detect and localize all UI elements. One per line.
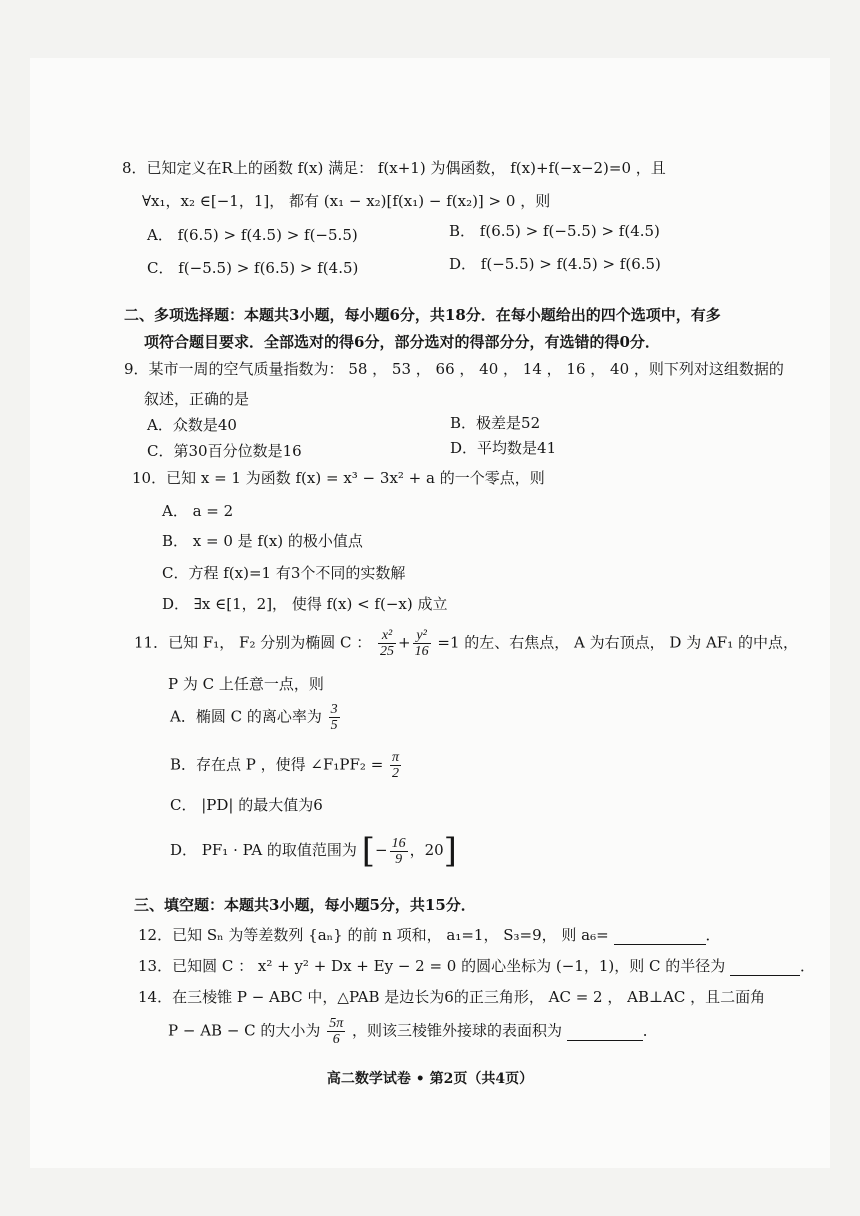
q13-stem: 13．已知圆 C ： x² + y² + Dx + Ey − 2 = 0 的圆心坐标为 (−1，1)，则 C 的半径为: [138, 957, 726, 975]
q14-answer-blank: [567, 1022, 643, 1041]
q12-period: ．: [705, 926, 721, 944]
q8-stem-line2: ∀x₁，x₂ ∈[−1，1]， 都有 (x₁ − x₂)[f(x₁) − f(x₂)] > 0 ，则: [142, 192, 551, 210]
q10-option-a: A． a = 2: [162, 502, 234, 520]
q9-option-a: A．众数是40: [147, 416, 237, 434]
q9-option-b: B．极差是52: [450, 414, 541, 432]
q9-option-d: D．平均数是41: [450, 439, 557, 457]
q11-fraction-x: [378, 628, 396, 659]
q11-stem-prefix: 11．已知 F₁， F₂ 分别为椭圆 C ：: [134, 633, 372, 652]
q14-period: ．: [642, 1021, 658, 1040]
q12-answer-blank: [614, 926, 706, 945]
q11-option-d-minus: −: [374, 841, 388, 859]
q11-frac-x-denominator: 25: [380, 644, 395, 659]
q11-option-b-text: B．存在点 P ，使得 ∠F₁PF₂ =: [170, 755, 384, 774]
q9-stem-line1: 9．某市一周的空气质量指数为： 58 ， 53 ， 66 ， 40 ， 14 ， 16 ， 40 ，则下列对这组数据的: [124, 360, 784, 378]
section3-heading: 三、填空题：本题共3小题，每小题5分，共15分．: [134, 896, 476, 914]
page-footer: 高二数学试卷 • 第2页（共4页）: [326, 1071, 534, 1087]
q11-option-a-fraction: [329, 702, 340, 733]
q11-option-a-text: A．椭圆 C 的离心率为: [170, 707, 322, 726]
q11-option-d-left-bracket: [: [361, 831, 375, 871]
q11-stem-suffix: =1 的左、右焦点， A 为右顶点， D 为 AF₁ 的中点，: [437, 633, 798, 652]
q13-line: [138, 955, 815, 976]
q14-fraction: [327, 1016, 345, 1047]
q12-stem: 12．已知 Sₙ 为等差数列 {aₙ} 的前 n 项和， a₁=1， S₃=9， 则 a₆=: [138, 926, 609, 944]
q8-option-c: C． f(−5.5) > f(6.5) > f(4.5): [147, 259, 359, 277]
q11-option-d: [170, 831, 457, 871]
q8-option-d: D． f(−5.5) > f(4.5) > f(6.5): [449, 255, 661, 273]
q8-option-b: B． f(6.5) > f(−5.5) > f(4.5): [449, 222, 660, 240]
q14-stem-line2: [168, 1016, 658, 1047]
q12-line: [138, 924, 721, 945]
q11-option-d-numerator: 16: [391, 835, 406, 851]
q11-option-b-denominator: 2: [392, 766, 400, 781]
q13-answer-blank: [730, 957, 800, 976]
q11-stem-line2: P 为 C 上任意一点，则: [168, 675, 324, 693]
q10-option-c: C．方程 f(x)=1 有3个不同的实数解: [162, 564, 406, 582]
q11-option-d-denominator: 9: [395, 851, 403, 867]
q8-option-a: A． f(6.5) > f(4.5) > f(−5.5): [147, 226, 358, 244]
q11-option-b-fraction: [390, 750, 401, 781]
q11-option-d-upper: ，20: [409, 841, 444, 859]
q10-option-d: D． ∃x ∈[1，2]， 使得 f(x) < f(−x) 成立: [162, 595, 448, 613]
q11-fraction-y: [413, 628, 431, 659]
q11-frac-y-numerator: y²: [413, 628, 431, 644]
q11-option-a-numerator: 3: [330, 702, 338, 717]
q11-stem-line1: [134, 628, 798, 659]
q9-stem-line2: 叙述，正确的是: [144, 390, 250, 408]
q10-option-b: B． x = 0 是 f(x) 的极小值点: [162, 532, 363, 550]
q13-period: ．: [800, 957, 816, 975]
q14-stem-prefix: P − AB − C 的大小为: [168, 1021, 321, 1040]
q11-option-b: [170, 750, 403, 781]
q11-option-d-fraction: [390, 836, 408, 867]
q11-frac-x-numerator: x²: [378, 628, 396, 644]
section2-heading-line1: 二、多项选择题：本题共3小题，每小题6分，共18分．在每小题给出的四个选项中，有多: [124, 306, 721, 324]
q14-denominator: 6: [332, 1032, 340, 1047]
q11-plus: +: [398, 633, 411, 652]
q9-option-c: C．第30百分位数是16: [147, 442, 302, 460]
q14-numerator: 5π: [329, 1016, 344, 1031]
q11-frac-y-denominator: 16: [414, 644, 429, 659]
section2-heading-line2: 项符合题目要求．全部选对的得6分，部分选对的得部分分，有选错的得0分．: [144, 333, 660, 351]
q11-option-b-numerator: π: [392, 750, 400, 765]
q11-option-c: C． |PD| 的最大值为6: [170, 796, 323, 814]
q11-option-a-denominator: 5: [330, 718, 338, 733]
q11-option-d-text: D． PF₁ · PA 的取值范围为: [170, 841, 357, 859]
q10-stem: 10．已知 x = 1 为函数 f(x) = x³ − 3x² + a 的一个零点，则: [132, 469, 545, 487]
q11-option-a: [170, 702, 342, 733]
q14-stem-line1: 14．在三棱锥 P − ABC 中，△PAB 是边长为6的正三角形， AC = 2 ， AB⊥AC ，且二面角: [138, 988, 766, 1006]
q11-option-d-right-bracket: ]: [443, 831, 457, 871]
q8-stem-line1: 8．已知定义在R上的函数 f(x) 满足： f(x+1) 为偶函数， f(x)+f(−x−2)=0 ，且: [122, 159, 666, 177]
q14-stem-suffix: ，则该三棱锥外接球的表面积为: [351, 1021, 562, 1040]
